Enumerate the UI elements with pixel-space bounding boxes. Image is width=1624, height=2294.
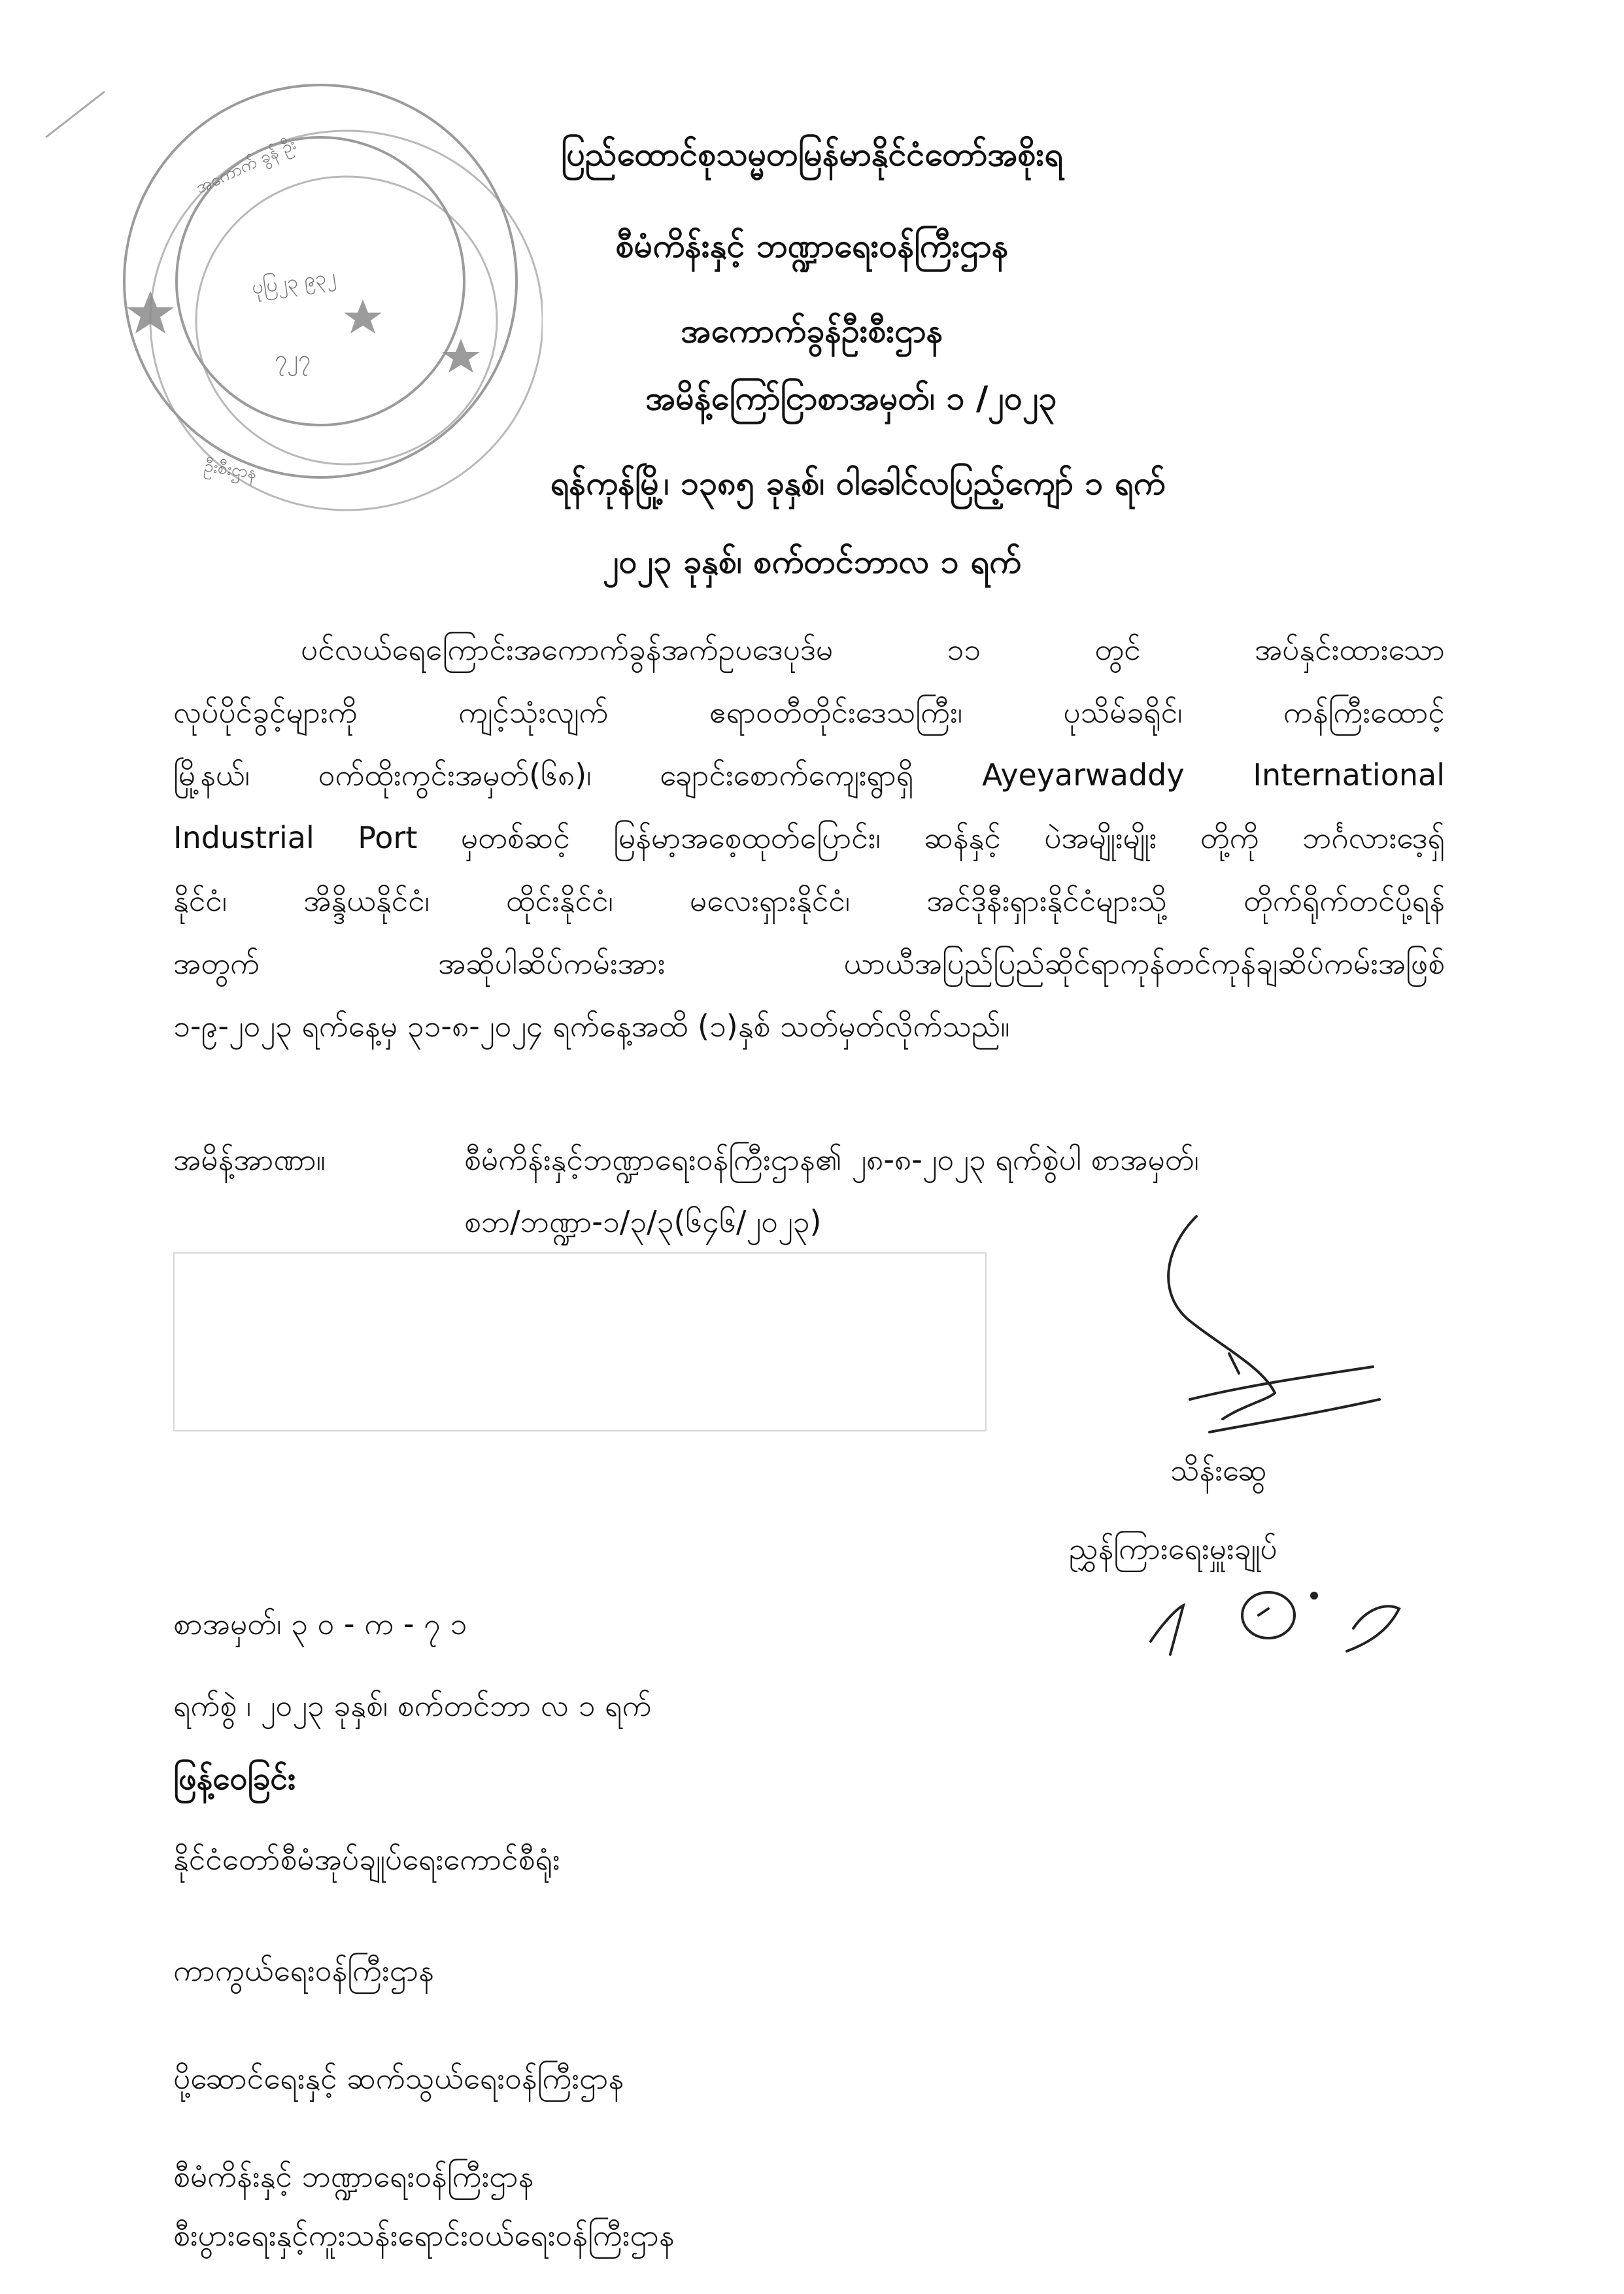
handwritten-initials: [1138, 1569, 1412, 1681]
body-word: မြို့နယ်၊: [173, 757, 250, 793]
signatory-name: သိန်းဆွေ: [1170, 1452, 1267, 1488]
body-word: တို့ကို: [1200, 820, 1259, 855]
official-seal: [98, 59, 543, 517]
distribution-item: ပို့ဆောင်ရေးနှင့် ဆက်သွယ်ရေးဝန်ကြီးဌာန: [173, 2061, 624, 2096]
blank-box: [173, 1252, 987, 1431]
body-word: ပုသိမ်ခရိုင်၊: [1063, 694, 1183, 730]
body-word: အင်ဒိုနီးရှားနိုင်ငံများသို့: [926, 883, 1167, 918]
body-word: Port: [358, 820, 418, 855]
body-word: Ayeyarwaddy: [981, 757, 1185, 793]
letter-number: စာအမှတ်၊ ၃ ၀ - က - ၇ ၁: [173, 1606, 467, 1641]
reference-label: အမိန့်အာဏာ။: [173, 1142, 326, 1177]
body-word: ၁၁: [947, 632, 981, 667]
body-word: အဆိုပါဆိပ်ကမ်းအား: [438, 946, 666, 981]
svg-text:ပုပြ၂၃ ၉၃၂: ပုပြ၂၃ ၉၃၂: [250, 264, 337, 300]
notification-number: အမိန့်ကြော်ငြာစာအမှတ်၊ ၁ /၂၀၂၃: [645, 379, 1057, 417]
body-line: [173, 681, 1445, 744]
handwritten-signature: [1111, 1203, 1399, 1465]
reference-number: စဘ/ဘဏ္ဍာ-၁/၃/၃(၆၄၆/၂၀၂၃): [464, 1204, 822, 1239]
government-title: ပြည်ထောင်စုသမ္မတမြန်မာနိုင်ငံတော်အစိုးရ: [561, 135, 1063, 173]
body-word: နိုင်ငံ၊: [173, 883, 228, 918]
body-word: Industrial: [173, 820, 314, 855]
body-line: [173, 806, 1445, 869]
body-paragraph: [173, 618, 1445, 1057]
body-word: ဘင်္ဂလားဒေ့ရှ်: [1302, 820, 1445, 855]
gregorian-date: ၂၀၂၃ ခုနှစ်၊ စက်တင်ဘာလ ၁ ရက်: [603, 543, 1021, 581]
body-line: [173, 932, 1445, 995]
body-word: မြန်မာ့အစေ့ထုတ်ပြောင်း၊: [613, 820, 881, 855]
body-word: ဝက်ထိုးကွင်းအမှတ်(၆၈)၊: [318, 757, 592, 793]
myanmar-date: ရန်ကုန်မြို့၊ ၁၃၈၅ ခုနှစ်၊ ဝါခေါင်လပြည့်ကျော် ၁ ရက်: [550, 464, 1166, 502]
letter-date: ရက်စွဲ ၊ ၂၀၂၃ ခုနှစ်၊ စက်တင်ဘာ လ ၁ ရက်: [173, 1688, 652, 1723]
body-word: ထိုင်းနိုင်ငံ၊: [506, 883, 613, 918]
body-word: ယာယီအပြည်ပြည်ဆိုင်ရာကုန်တင်ကုန်ချဆိပ်ကမ်းအဖြစ်: [843, 946, 1445, 981]
body-word: တွင်: [1094, 632, 1141, 667]
body-line: [173, 744, 1445, 806]
body-word: တိုက်ရိုက်တင်ပို့ရန်: [1243, 883, 1445, 918]
body-word: မလေးရှားနိုင်ငံ၊: [689, 883, 851, 918]
body-word: ၁-၉-၂၀၂၃ ရက်နေ့မှ ၃၁-၈-၂၀၂၄ ရက်နေ့အထိ (၁)နှစ် သတ်မှတ်လိုက်သည်။: [173, 1008, 1010, 1044]
body-word: ဧရာဝတီတိုင်းဒေသကြီး၊: [709, 694, 962, 730]
body-word: ပင်လယ်ရေကြောင်းအကောက်ခွန်အက်ဥပဒေပုဒ်မ: [301, 632, 834, 667]
body-word: ကျင့်သုံးလျက်: [458, 694, 609, 730]
distribution-item: ကာကွယ်ရေးဝန်ကြီးဌာန: [173, 1953, 434, 1988]
body-word: အတွက်: [173, 946, 260, 981]
distribution-heading: ဖြန့်ဝေခြင်း: [173, 1760, 296, 1797]
body-line: [173, 618, 1445, 681]
distribution-item: နိုင်ငံတော်စီမံအုပ်ချုပ်ရေးကောင်စီရုံး: [173, 1841, 560, 1877]
svg-text:ဦးစီးဌာန: ဦးစီးဌာန: [203, 456, 258, 483]
body-word: အိန္ဒိယနိုင်ငံ၊: [303, 883, 430, 918]
body-word: အပ်နှင်းထားသော: [1254, 632, 1445, 667]
body-word: ချောင်းစောက်ကျေးရွာရှိ: [660, 757, 914, 793]
body-word: ဆန်နှင့်: [924, 820, 1001, 855]
ministry-title: စီမံကိန်းနှင့် ဘဏ္ဍာရေးဝန်ကြီးဌာန: [615, 227, 1009, 265]
svg-text:အကောက် ခွန် ဦး: အကောက် ခွန် ဦး: [192, 134, 299, 198]
distribution-item: စီးပွားရေးနှင့်ကူးသန်းရောင်းဝယ်ရေးဝန်ကြီးဌာန: [173, 2217, 675, 2253]
body-word: International: [1253, 757, 1445, 793]
reference-text: စီမံကိန်းနှင့်ဘဏ္ဍာရေးဝန်ကြီးဌာန၏ ၂၈-၈-၂၀၂၃ ရက်စွဲပါ စာအမှတ်၊: [464, 1142, 1199, 1177]
body-line: [173, 869, 1445, 932]
body-word: ကန်ကြီးထောင့်: [1283, 694, 1445, 730]
department-title: အကောက်ခွန်ဦးစီးဌာန: [681, 312, 943, 350]
body-line: [173, 995, 1445, 1057]
body-word: လုပ်ပိုင်ခွင့်များကို: [173, 694, 358, 730]
signatory-title: ညွှန်ကြားရေးမှူးချုပ်: [1069, 1531, 1277, 1566]
svg-text:၇၂၇: ၇၂၇: [275, 346, 311, 372]
body-word: မှတစ်ဆင့်: [460, 820, 570, 855]
body-word: ပဲအမျိုးမျိုး: [1044, 820, 1157, 855]
distribution-item: စီမံကိန်းနှင့် ဘဏ္ဍာရေးဝန်ကြီးဌာန: [173, 2159, 534, 2194]
